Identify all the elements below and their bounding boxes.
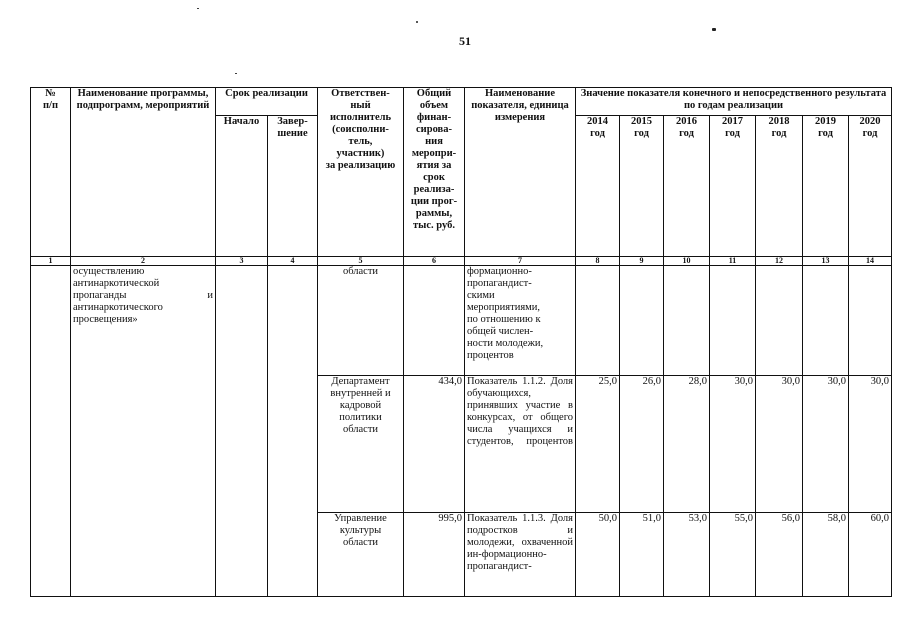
value-2019: 58,0	[803, 513, 849, 597]
header-indicator: Наименование показателя, единица измерения	[465, 88, 576, 257]
value-2020: 60,0	[849, 513, 892, 597]
program-name: осуществлению антинаркотической пропаганды и антинаркотического просвещения»	[71, 266, 216, 597]
indicator: формационно- пропагандист- скими мероприятиями, по отношению к общей числен- ности молодежи, процентов	[465, 266, 576, 376]
table-row	[31, 266, 892, 376]
value-2014	[576, 266, 620, 376]
value-2017	[710, 266, 756, 376]
header-term: Срок реализации	[216, 88, 318, 116]
column-number: 8	[576, 257, 620, 266]
scan-speck	[712, 28, 716, 31]
header-year: 2016 год	[664, 116, 710, 257]
value-2020	[849, 266, 892, 376]
value-2014: 50,0	[576, 513, 620, 597]
value-2019	[803, 266, 849, 376]
value-2017: 55,0	[710, 513, 756, 597]
page-number: 51	[459, 34, 471, 48]
value-2016: 53,0	[664, 513, 710, 597]
value-2019: 30,0	[803, 376, 849, 513]
header-start: Начало	[216, 116, 268, 257]
scan-speck	[235, 73, 237, 74]
value-2018: 30,0	[756, 376, 803, 513]
funding: 434,0	[404, 376, 465, 513]
executor: Департамент внутренней и кадровой политики области	[318, 376, 404, 513]
header-executor: Ответствен- ный исполнитель (соисполни- тель, участник) за реализацию	[318, 88, 404, 257]
value-2016	[664, 266, 710, 376]
indicator: Показатель 1.1.3. Доля подростков и молодежи, охваченной ин-формационно-пропагандист-	[465, 513, 576, 597]
value-2020: 30,0	[849, 376, 892, 513]
header-num: № п/п	[31, 88, 71, 257]
header-year: 2018 год	[756, 116, 803, 257]
funding	[404, 266, 465, 376]
cell-start	[216, 266, 268, 597]
value-2015: 26,0	[620, 376, 664, 513]
value-2018	[756, 266, 803, 376]
header-year: 2017 год	[710, 116, 756, 257]
column-number: 12	[756, 257, 803, 266]
column-number: 5	[318, 257, 404, 266]
column-number: 4	[268, 257, 318, 266]
value-2015	[620, 266, 664, 376]
header-year: 2014 год	[576, 116, 620, 257]
executor: области	[318, 266, 404, 376]
cell-num	[31, 266, 71, 597]
value-2018: 56,0	[756, 513, 803, 597]
program-table	[30, 87, 892, 597]
header-name: Наименование программы, подпрограмм, мероприятий	[71, 88, 216, 257]
column-number: 10	[664, 257, 710, 266]
column-number: 9	[620, 257, 664, 266]
value-2017: 30,0	[710, 376, 756, 513]
column-number: 6	[404, 257, 465, 266]
header-values: Значение показателя конечного и непосредственного результата по годам реализации	[576, 88, 892, 116]
column-number: 14	[849, 257, 892, 266]
value-2016: 28,0	[664, 376, 710, 513]
value-2014: 25,0	[576, 376, 620, 513]
header-end: Завер- шение	[268, 116, 318, 257]
header-year: 2019 год	[803, 116, 849, 257]
column-number: 11	[710, 257, 756, 266]
column-number: 13	[803, 257, 849, 266]
value-2015: 51,0	[620, 513, 664, 597]
column-number: 3	[216, 257, 268, 266]
cell-end	[268, 266, 318, 597]
funding: 995,0	[404, 513, 465, 597]
column-number: 7	[465, 257, 576, 266]
executor: Управление культуры области	[318, 513, 404, 597]
header-year: 2020 год	[849, 116, 892, 257]
header-year: 2015 год	[620, 116, 664, 257]
scan-speck	[416, 21, 418, 23]
column-number: 2	[71, 257, 216, 266]
scan-speck	[197, 8, 199, 9]
header-funding: Общий объем финан- сирова- ния меропри- ятия за срок реализа- ции прог- раммы, тыс. руб.	[404, 88, 465, 257]
column-number: 1	[31, 257, 71, 266]
indicator: Показатель 1.1.2. Доля обучающихся, принявших участие в конкурсах, от общего числа учащихся и студентов, процентов	[465, 376, 576, 513]
